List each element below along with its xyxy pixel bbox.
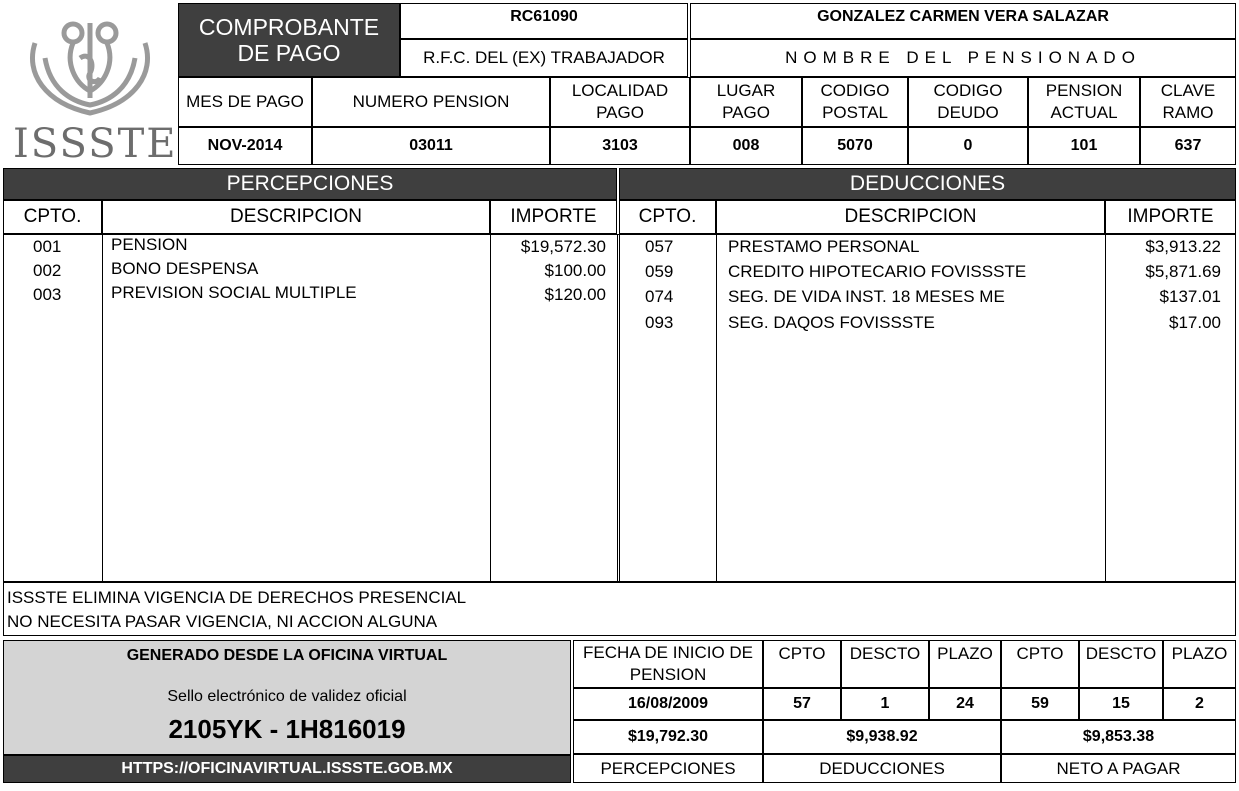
fecha-inicio-label: FECHA DE INICIO DE PENSION (573, 640, 763, 688)
neto-total-label: NETO A PAGAR (1001, 754, 1236, 783)
rfc-value: RC61090 (400, 3, 688, 39)
ded-col-importe: IMPORTE (1105, 200, 1236, 234)
perc-cpto: 002 (33, 261, 62, 280)
issste-logo-text: ISSSTE (13, 121, 178, 167)
ded-cpto: 059 (645, 262, 674, 281)
pensioner-name-label: NOMBRE DEL PENSIONADO (690, 39, 1236, 77)
loan1-plazo-label: PLAZO (929, 640, 1001, 688)
lugar-pago-label: LUGAR PAGO (690, 77, 802, 127)
codigo-postal-value: 5070 (802, 127, 908, 165)
ded-cpto: 057 (645, 237, 674, 256)
codigo-postal-label: CODIGO POSTAL (802, 77, 908, 127)
issste-logo (5, 3, 178, 167)
deducciones-total: $9,938.92 (763, 720, 1001, 754)
percepciones-total-label: PERCEPCIONES (573, 754, 763, 783)
perc-cpto: 001 (33, 237, 62, 256)
neto-total: $9,853.38 (1001, 720, 1236, 754)
perc-col-cpto: CPTO. (3, 200, 102, 234)
ded-desc: SEG. DE VIDA INST. 18 MESES ME (728, 287, 1005, 306)
notice-line-2: NO NECESITA PASAR VIGENCIA, NI ACCION ALGUNA (7, 612, 438, 631)
loan2-plazo-value: 2 (1163, 688, 1236, 720)
perc-col-importe: IMPORTE (490, 200, 617, 234)
ded-col-desc: DESCRIPCION (716, 200, 1105, 234)
ded-importe: $5,871.69 (1145, 262, 1221, 281)
seal-label: Sello electrónico de validez oficial (167, 688, 407, 705)
document-title: COMPROBANTE DE PAGO (178, 3, 400, 77)
ded-desc: CREDITO HIPOTECARIO FOVISSSTE (728, 262, 1027, 281)
pensioner-name-value: GONZALEZ CARMEN VERA SALAZAR (690, 3, 1236, 39)
perc-desc: PENSION (111, 235, 188, 254)
numero-pension-value: 03011 (312, 127, 550, 165)
perc-col-desc: DESCRIPCION (102, 200, 490, 234)
office-url: HTTPS://OFICINAVIRTUAL.ISSSTE.GOB.MX (3, 755, 571, 783)
deducciones-header: DEDUCCIONES (619, 168, 1236, 200)
perc-importe: $120.00 (544, 285, 606, 304)
seal-value: 2105YK - 1H816019 (168, 714, 406, 744)
loan2-cpto-label: CPTO (1001, 640, 1079, 688)
pension-actual-label: PENSION ACTUAL (1028, 77, 1140, 127)
ded-cpto: 074 (645, 287, 674, 306)
lugar-pago-value: 008 (690, 127, 802, 165)
percepciones-header: PERCEPCIONES (3, 168, 617, 200)
perc-cpto: 003 (33, 285, 62, 304)
deducciones-total-label: DEDUCCIONES (763, 754, 1001, 783)
clave-ramo-label: CLAVE RAMO (1140, 77, 1236, 127)
perc-desc: PREVISION SOCIAL MULTIPLE (111, 283, 357, 302)
loan2-descto-label: DESCTO (1079, 640, 1163, 688)
loan1-cpto-value: 57 (763, 688, 841, 720)
ded-desc: SEG. DAQOS FOVISSSTE (728, 313, 935, 332)
mes-pago-label: MES DE PAGO (178, 77, 312, 127)
ded-importe: $17.00 (1169, 313, 1221, 332)
loan2-cpto-value: 59 (1001, 688, 1079, 720)
issste-emblem-icon (5, 3, 175, 121)
generated-panel (3, 640, 571, 755)
loan1-plazo-value: 24 (929, 688, 1001, 720)
perc-desc: BONO DESPENSA (111, 259, 259, 278)
loan2-descto-value: 15 (1079, 688, 1163, 720)
generated-label: GENERADO DESDE LA OFICINA VIRTUAL (126, 647, 448, 664)
fecha-inicio-value: 16/08/2009 (573, 688, 763, 720)
codigo-deudo-value: 0 (908, 127, 1028, 165)
ded-importe: $3,913.22 (1145, 237, 1221, 256)
ded-importe: $137.01 (1159, 287, 1221, 306)
ded-cpto: 093 (645, 313, 674, 332)
localidad-pago-value: 3103 (550, 127, 690, 165)
clave-ramo-value: 637 (1140, 127, 1236, 165)
numero-pension-label: NUMERO PENSION (312, 77, 550, 127)
perc-importe: $100.00 (544, 261, 606, 280)
notice-line-1: ISSSTE ELIMINA VIGENCIA DE DERECHOS PRESENCIAL (7, 588, 467, 607)
percepciones-total: $19,792.30 (573, 720, 763, 754)
notice-box (3, 582, 1236, 636)
localidad-pago-label: LOCALIDAD PAGO (550, 77, 690, 127)
pension-actual-value: 101 (1028, 127, 1140, 165)
loan1-descto-label: DESCTO (841, 640, 929, 688)
perc-importe: $19,572.30 (520, 237, 606, 256)
loan2-plazo-label: PLAZO (1163, 640, 1236, 688)
codigo-deudo-label: CODIGO DEUDO (908, 77, 1028, 127)
loan1-cpto-label: CPTO (763, 640, 841, 688)
ded-desc: PRESTAMO PERSONAL (728, 237, 920, 256)
loan1-descto-value: 1 (841, 688, 929, 720)
mes-pago-value: NOV-2014 (178, 127, 312, 165)
ded-col-cpto: CPTO. (619, 200, 716, 234)
rfc-label: R.F.C. DEL (EX) TRABAJADOR (400, 39, 688, 77)
